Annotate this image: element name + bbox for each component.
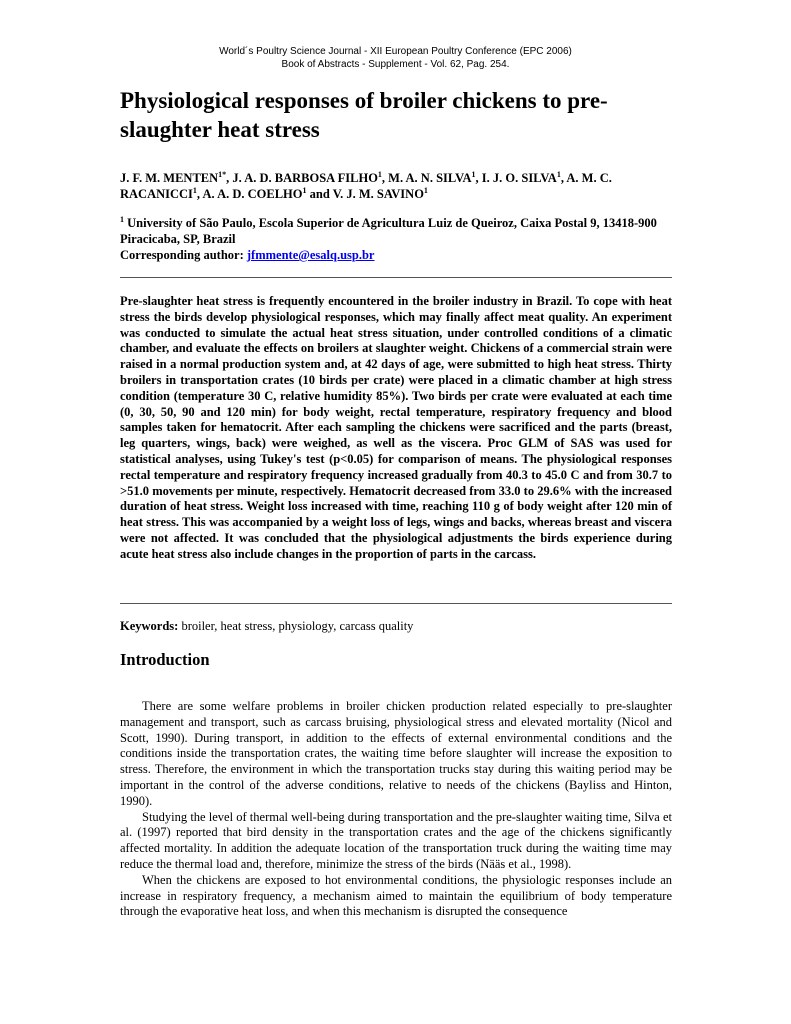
author: M. A. N. SILVA$^1$ bbox=[388, 169, 476, 185]
paragraph: When the chickens are exposed to hot environmental conditions, the physiologic responses include an increase in respiratory frequency, a mechanism aimed to maintain the equilibrium of body temperature through the evaporative heat loss, and when this mechanism is disrupted the consequence bbox=[120, 872, 672, 919]
author: A. A. D. COELHO$^1$ bbox=[202, 185, 307, 201]
paragraph: There are some welfare problems in broiler chicken production related especially to pre-slaughter management and transport, such as carcass bruising, physiological stress and elevated mortality (Nicol and Scott, 1990). During transport, in addition to the effects of external environmental conditions and the conditions inside the transportation crates, the waiting time before slaughter will increase the exposition to stress. Therefore, the environment in which the transportation trucks stay during this waiting period may be important in the control of the adverse conditions, relative to needs of the chickens (Bayliss and Hinton, 1990). bbox=[120, 699, 672, 808]
corresponding-label: Corresponding author: bbox=[120, 248, 247, 262]
author: V. J. M. SAVINO$^1$ bbox=[332, 185, 428, 201]
author: A. M. C. RACANICCI$^1$ bbox=[120, 171, 612, 201]
divider-top bbox=[120, 277, 672, 278]
journal-header bbox=[0, 45, 791, 71]
keywords bbox=[120, 618, 672, 634]
affiliation-marker: 1 bbox=[120, 214, 124, 224]
divider-bottom bbox=[120, 603, 672, 604]
corresponding-email-link[interactable]: jfmmente@esalq.usp.br bbox=[246, 248, 375, 262]
author: I. J. O. SILVA$^1$ bbox=[481, 169, 561, 185]
introduction-heading: Introduction bbox=[120, 650, 210, 669]
paragraph: Studying the level of thermal well-being during transportation and the pre-slaughter waiting time, Silva et al. (1997) reported that bird density in the transportation crates and the age of the chickens significantly affected mortality. In addition the adequate location of the transportation truck during the waiting time may reduce the thermal load and, therefore, minimize the stress of the birds (Nääs et al., 1998). bbox=[120, 809, 672, 871]
author: J. A. D. BARBOSA FILHO$^1$ bbox=[232, 169, 382, 185]
author: J. F. M. $MENTEN^{1*}$ bbox=[120, 169, 227, 185]
journal-line-2: Book of Abstracts - Supplement - Vol. 62, Pag. 254. bbox=[281, 59, 510, 70]
author-list: J. F. M. $MENTEN^{1*}$, J. A. D. BARBOSA FILHO$^1$, M. A. N. SILVA$^1$, I. J. O. SILVA$^1$, A. M. C. RACANICCI$^1$, A. A. D. COELHO$^1$ and V. J. M. SAVINO$^1$ bbox=[120, 169, 612, 201]
journal-line-1: World´s Poultry Science Journal - XII European Poultry Conference (EPC 2006) bbox=[219, 46, 572, 57]
abstract: Pre-slaughter heat stress is frequently encountered in the broiler industry in Brazil. To cope with heat stress the birds develop physiological responses, which may finally affect meat quality. An experiment was conducted to simulate the actual heat stress situation, under controlled conditions of a climatic chamber, and evaluate the effects on broilers at slaughter weight. Chickens of a commercial strain were raised in a normal production system and, at 42 days of age, were submitted to high heat stress. Thirty broilers in transportation crates (10 birds per crate) were placed in a climatic chamber at high stress condition (temperature 30 C, relative humidity 85%). Two birds per crate were evaluated at each time (0, 30, 50, 90 and 120 min) for body weight, rectal temperature, respiratory frequency and blood samples taken for hematocrit. After each sampling the chickens were sacrificed and the parts (breast, leg quarters, wings, back) were weighed, as well as the viscera. Proc GLM of SAS was used for statistical analyses, using Tukey's test (p<0.05) for comparison of means. The physiological responses rectal temperature and respiratory frequency increased gradually from 40.3 to 45.0 C and from 30.7 to >51.0 movements per minute, respectively. Hematocrit decreased from 33.0 to 29.6% with the increased duration of heat stress. Weight loss increased with time, reaching 110 g of body weight after 120 min of heat stress. This was accompanied by a weight loss of legs, wings and backs, whereas breast and viscera were not affected. It was concluded that the physiological adjustments the birds experience during acute heat stress also include changes in the proportion of parts in the carcass. bbox=[120, 294, 672, 561]
affiliation-text: University of São Paulo, Escola Superior de Agricultura Luiz de Queiroz, Caixa Postal 9, 13418-900 Piracicaba, SP, Brazil bbox=[120, 216, 657, 246]
keywords-label: Keywords: bbox=[120, 619, 179, 633]
paper-title: Physiological responses of broiler chickens to pre-slaughter heat stress bbox=[120, 88, 608, 142]
affiliation bbox=[120, 215, 680, 263]
keywords-text: broiler, heat stress, physiology, carcass quality bbox=[178, 619, 414, 633]
introduction-body bbox=[120, 699, 672, 920]
